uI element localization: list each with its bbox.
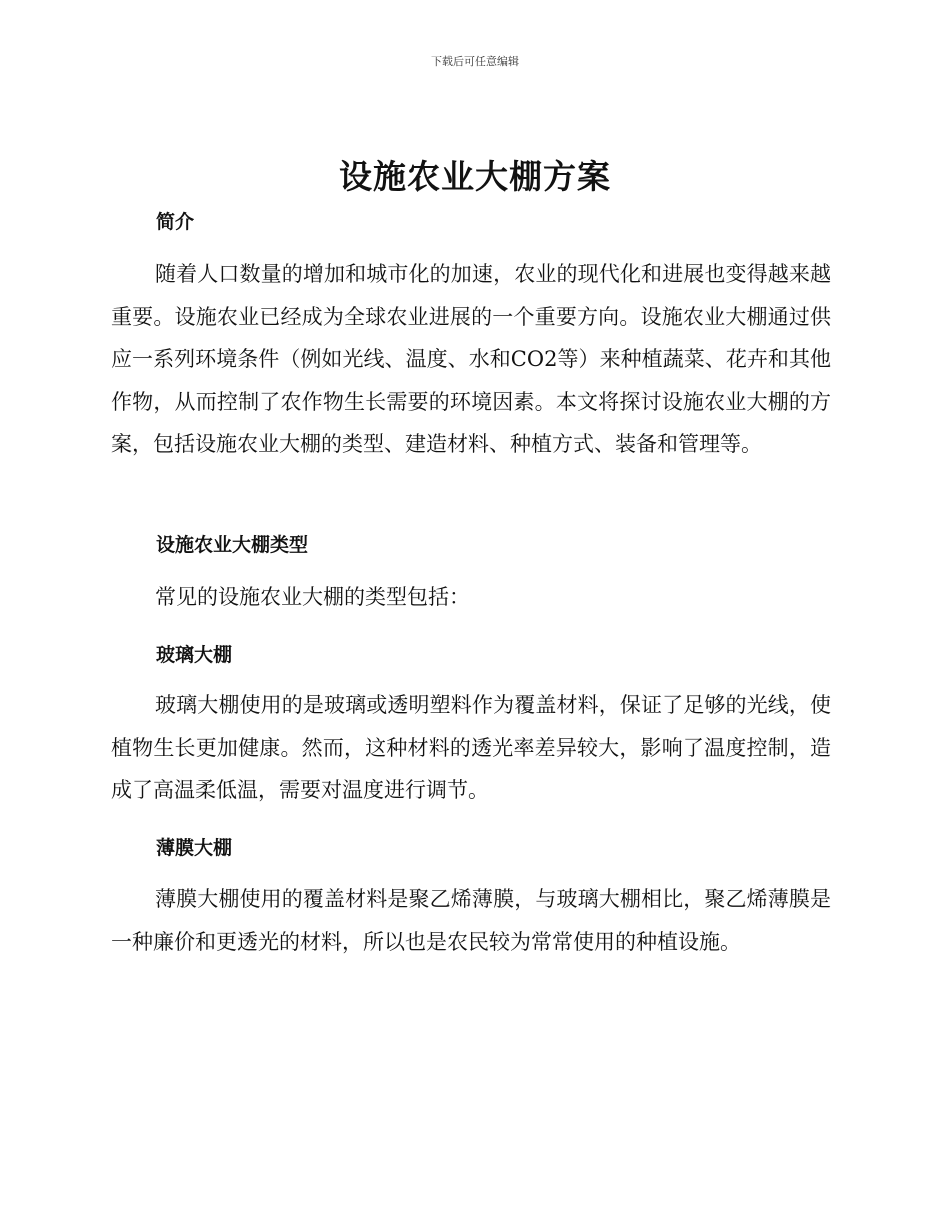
heading-glass-greenhouse: 玻璃大棚 — [156, 644, 233, 666]
paragraph-film-greenhouse: 薄膜大棚使用的覆盖材料是聚乙烯薄膜，与玻璃大棚相比，聚乙烯薄膜是一种廉价和更透光的材料，所以也是农民较为常常使用的种植设施。 — [111, 887, 831, 954]
header-note: 下载后可任意编辑 — [431, 55, 519, 68]
paragraph-intro: 随着人口数量的增加和城市化的加速，农业的现代化和进展也变得越来越重要。设施农业已经成为全球农业进展的一个重要方向。设施农业大棚通过供应一系列环境条件（例如光线、温度、水和CO2等）来种植蔬菜、花卉和其他作物，从而控制了农作物生长需要的环境因素。本文将探讨设施农业大棚的方案，包括设施农业大棚的类型、建造材料、种植方式、装备和管理等。 — [111, 262, 831, 456]
heading-types: 设施农业大棚类型 — [156, 534, 309, 556]
heading-film-greenhouse: 薄膜大棚 — [156, 837, 233, 859]
page-title: 设施农业大棚方案 — [339, 157, 611, 196]
paragraph-types: 常见的设施农业大棚的类型包括： — [155, 585, 470, 609]
heading-intro: 简介 — [156, 211, 195, 233]
paragraph-glass-greenhouse: 玻璃大棚使用的是玻璃或透明塑料作为覆盖材料，保证了足够的光线，使植物生长更加健康。然而，这种材料的透光率差异较大，影响了温度控制，造成了高温柔低温，需要对温度进行调节。 — [111, 693, 831, 802]
